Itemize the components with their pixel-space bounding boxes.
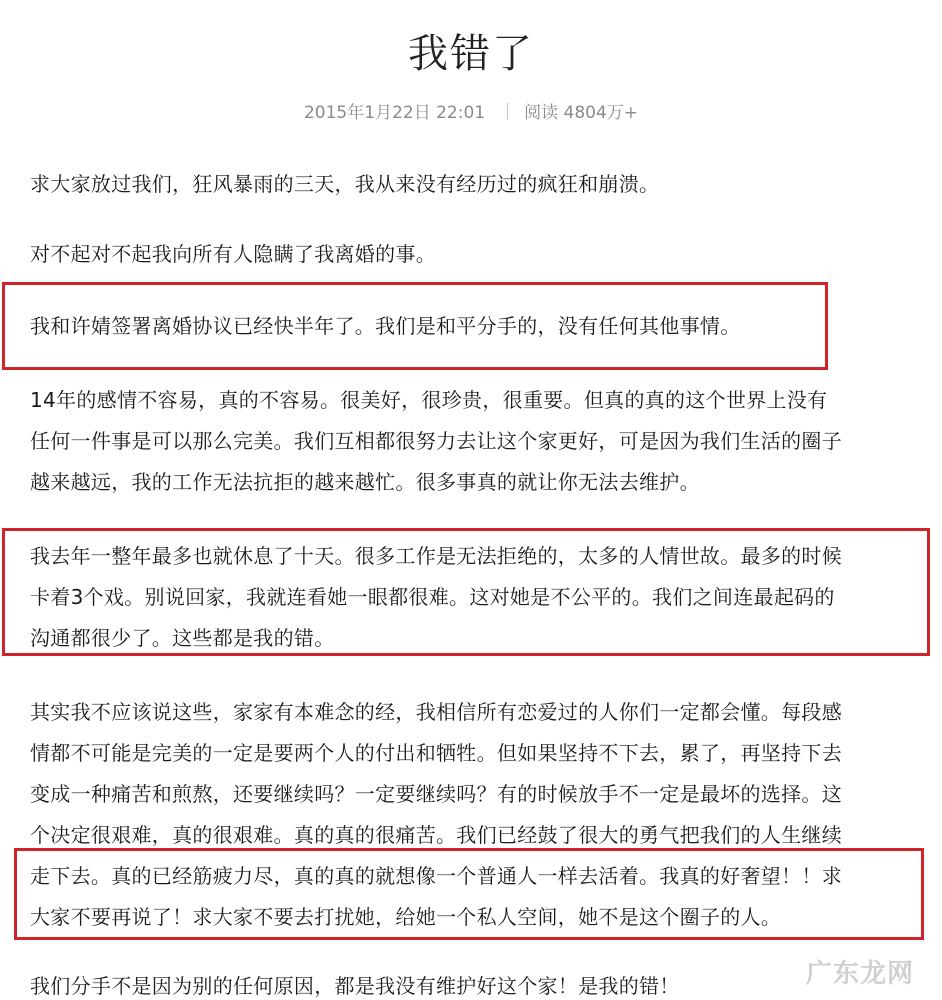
text-line: 其实我不应该说这些，家家有本难念的经，我相信所有恋爱过的人你们一定都会懂。每段感 <box>30 700 842 724</box>
text-line: 沟通都很少了。这些都是我的错。 <box>30 626 335 650</box>
paragraph-5 <box>30 536 915 659</box>
text-line: 任何一件事是可以那么完美。我们互相都很努力去让这个家更好，可是因为我们生活的圈子 <box>30 429 842 453</box>
text-line: 对不起对不起我向所有人隐瞒了我离婚的事。 <box>30 242 436 266</box>
text-line: 大家不要再说了！求大家不要去打扰她，给她一个私人空间，她不是这个圈子的人。 <box>30 905 782 929</box>
article-title: 我错了 <box>408 31 534 77</box>
paragraph-1 <box>30 164 915 205</box>
paragraph-3 <box>30 306 915 347</box>
watermark-logo: 广东龙网 <box>805 959 914 989</box>
text-line: 求大家放过我们，狂风暴雨的三天，我从来没有经历过的疯狂和崩溃。 <box>30 172 660 196</box>
article-meta <box>0 98 942 123</box>
text-line: 我们分手不是因为别的任何原因，都是我没有维护好这个家！是我的错！ <box>30 974 680 998</box>
view-count: 阅读 4804万+ <box>524 103 639 123</box>
text-line: 越来越远，我的工作无法抗拒的越来越忙。很多事真的就让你无法去维护。 <box>30 470 700 494</box>
paragraph-7 <box>30 972 915 1000</box>
text-line: 14年的感情不容易，真的不容易。很美好，很珍贵，很重要。但真的真的这个世界上没有 <box>30 388 828 412</box>
text-line: 情都不可能是完美的一定是要两个人的付出和牺牲。但如果坚持不下去，累了，再坚持下去 <box>30 741 842 765</box>
text-line: 卡着3个戏。别说回家，我就连看她一眼都很难。这对她是不公平的。我们之间连最起码的 <box>30 585 835 609</box>
paragraph-6 <box>30 692 915 938</box>
text-line: 个决定很艰难，真的很艰难。真的真的很痛苦。我们已经鼓了很大的勇气把我们的人生继续 <box>30 823 842 847</box>
paragraph-2 <box>30 234 915 275</box>
paragraph-4 <box>30 380 915 503</box>
text-line: 变成一种痛苦和煎熬，还要继续吗？一定要继续吗？有的时候放手不一定是最坏的选择。这 <box>30 782 842 806</box>
text-line: 走下去。真的已经筋疲力尽，真的真的就想像一个普通人一样去活着。我真的好奢望！！求 <box>30 864 842 888</box>
publish-date: 2015年1月22日 22:01 <box>303 103 486 123</box>
meta-divider <box>507 103 508 120</box>
text-line: 我和许婧签署离婚协议已经快半年了。我们是和平分手的，没有任何其他事情。 <box>30 314 741 338</box>
text-line: 我去年一整年最多也就休息了十天。很多工作是无法拒绝的，太多的人情世故。最多的时候 <box>30 544 842 568</box>
